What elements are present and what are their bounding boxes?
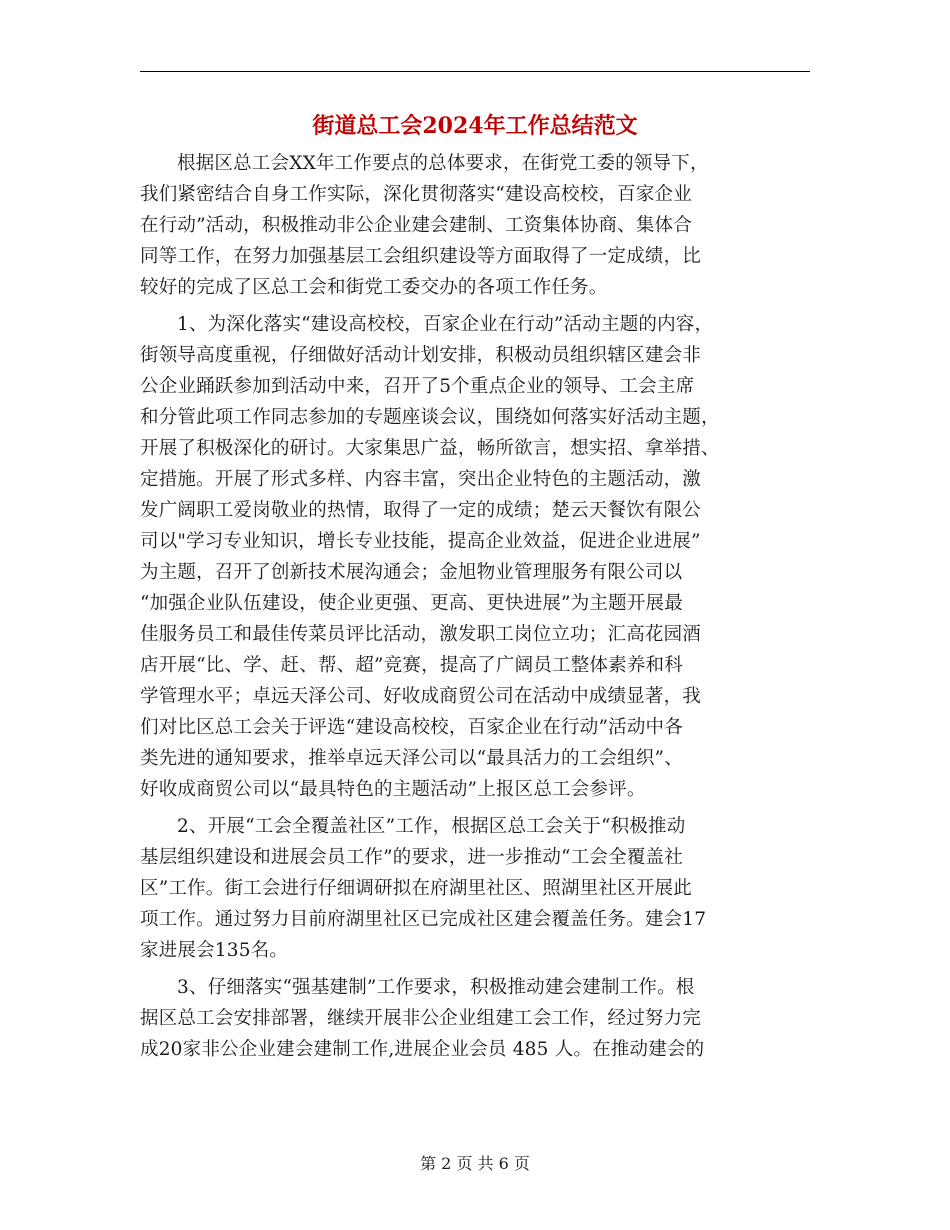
- text-line: 我们紧密结合自身工作实际，深化贯彻落实“建设高校校，百家企业: [140, 184, 692, 205]
- text-line: 为主题，召开了创新技术展沟通会；金旭物业管理服务有限公司以: [140, 562, 683, 583]
- document-body: [140, 148, 810, 1071]
- text-line: 项工作。通过努力目前府湖里社区已完成社区建会覆盖任务。建会17: [140, 909, 707, 930]
- text-line: 公企业踊跃参加到活动中来，召开了5个重点企业的领导、工会主席: [140, 376, 695, 397]
- text-line: 基层组织建设和进展会员工作”的要求，进一步推动“工会全覆盖社: [140, 847, 683, 868]
- text-line: 好收成商贸公司以“最具特色的主题活动”上报区总工会参评。: [140, 779, 646, 800]
- text-line: 区”工作。街工会进行仔细调研拟在府湖里社区、照湖里社区开展此: [140, 878, 692, 899]
- text-line: 街领导高度重视，仔细做好活动计划安排，积极动员组织辖区建会非: [140, 345, 702, 366]
- text-line: 根据区总工会XX年工作要点的总体要求，在街党工委的领导下，: [177, 153, 709, 174]
- text-line: 2、开展“工会全覆盖社区”工作，根据区总工会关于“积极推动: [177, 816, 686, 837]
- text-line: 开展了积极深化的研讨。大家集思广益，畅所欲言，想实招、拿举措、: [140, 438, 720, 459]
- document-title: 街道总工会2024年工作总结范文: [312, 113, 638, 139]
- text-line: “加强企业队伍建设，使企业更强、更高、更快进展”为主题开展最: [140, 593, 683, 614]
- paragraph-item-2: [140, 811, 810, 966]
- text-line: 司以"学习专业知识，增长专业技能，提高企业效益，促进企业进展”: [140, 531, 701, 552]
- text-line: 成20家非公企业建会建制工作,进展企业会员 485 人。在推动建会的: [140, 1039, 705, 1060]
- page-number-footer: 第 2 页 共 6 页: [420, 1154, 530, 1173]
- text-line: 3、仔细落实“强基建制”工作要求，积极推动建会建制工作。根: [177, 977, 695, 998]
- text-line: 在行动”活动，积极推动非公企业建会建制、工资集体协商、集体合: [140, 215, 692, 236]
- text-line: 1、为深化落实“建设高校校，百家企业在行动”活动主题的内容，: [177, 314, 714, 335]
- text-line: 家进展会135名。: [140, 940, 289, 961]
- paragraph-intro: [140, 148, 810, 303]
- text-line: 据区总工会安排部署，继续开展非公企业组建工会工作，经过努力完: [140, 1008, 702, 1029]
- text-line: 佳服务员工和最佳传菜员评比活动，激发职工岗位立功；汇高花园酒: [140, 624, 702, 645]
- text-line: 同等工作，在努力加强基层工会组织建设等方面取得了一定成绩，比: [140, 246, 702, 267]
- text-line: 学管理水平；卓远天泽公司、好收成商贸公司在活动中成绩显著，我: [140, 686, 702, 707]
- paragraph-item-3: [140, 972, 810, 1065]
- text-line: 定措施。开展了形式多样、内容丰富，突出企业特色的主题活动，激: [140, 469, 702, 490]
- text-line: 较好的完成了区总工会和街党工委交办的各项工作任务。: [140, 277, 608, 298]
- text-line: 和分管此项工作同志参加的专题座谈会议，围绕如何落实好活动主题，: [140, 407, 720, 428]
- paragraph-item-1: [140, 309, 810, 805]
- text-line: 店开展“比、学、赶、帮、超”竞赛，提高了广阔员工整体素养和科: [140, 655, 683, 676]
- text-line: 发广阔职工爱岗敬业的热情，取得了一定的成绩；楚云天餐饮有限公: [140, 500, 702, 521]
- text-line: 们对比区总工会关于评选“建设高校校，百家企业在行动”活动中各: [140, 717, 683, 738]
- text-line: 类先进的通知要求，推举卓远天泽公司以“最具活力的工会组织”、: [140, 748, 683, 769]
- header-rule: [140, 71, 810, 72]
